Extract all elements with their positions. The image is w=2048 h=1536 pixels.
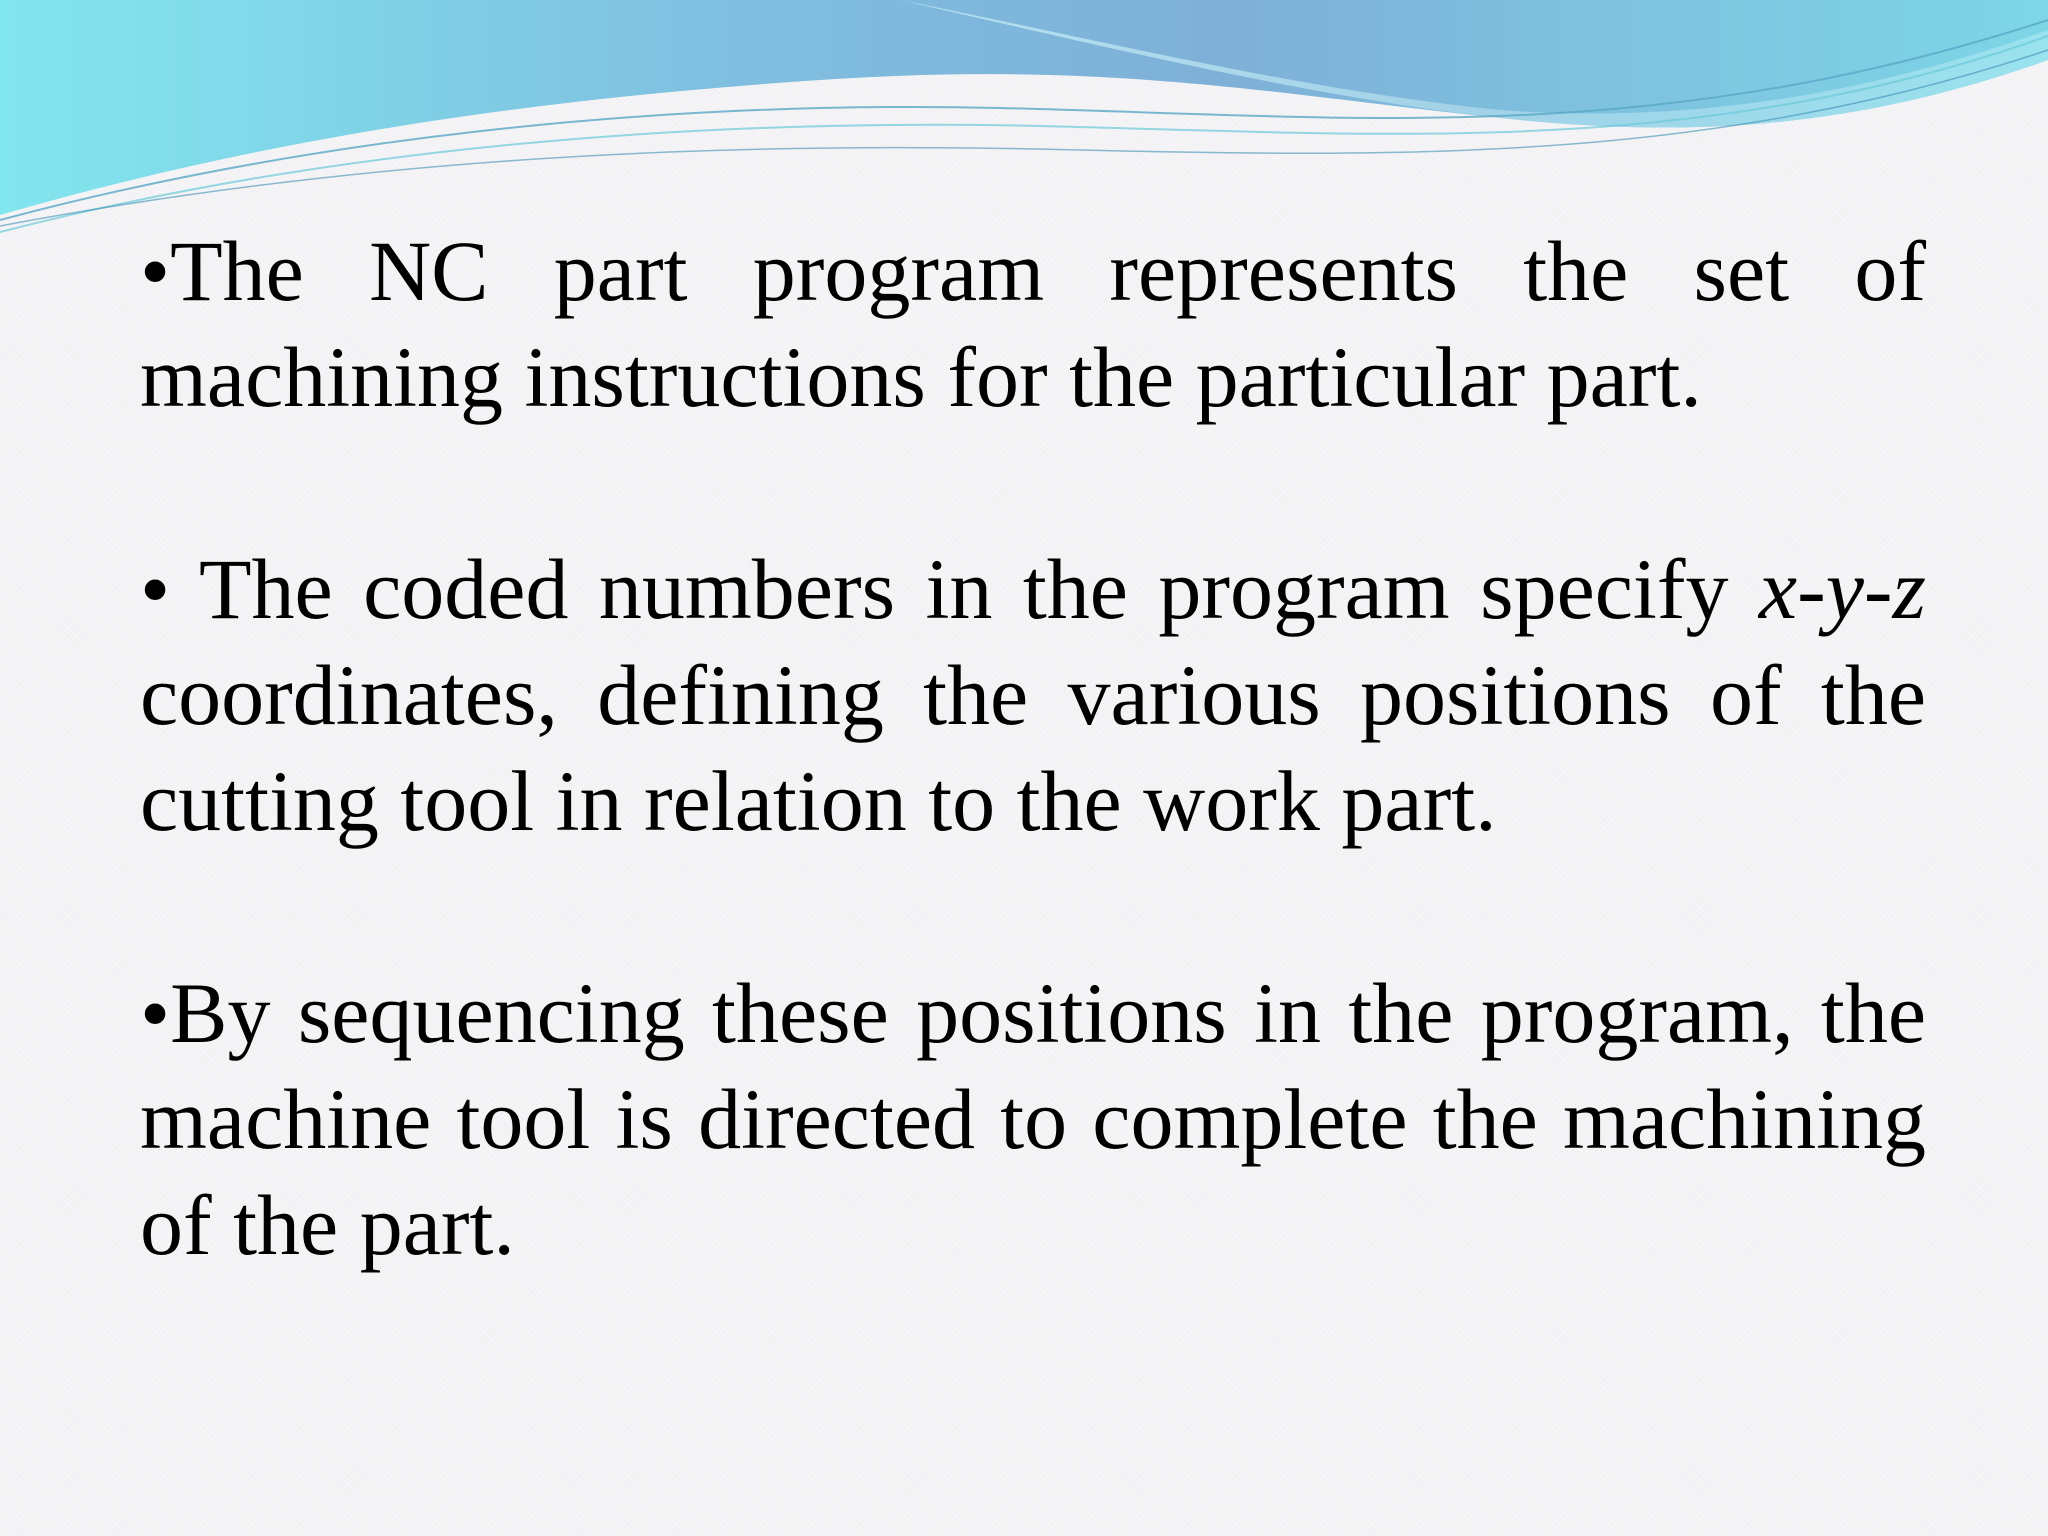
header-wave-decoration bbox=[0, 0, 2048, 240]
bullet-coded-numbers bbox=[140, 536, 1926, 854]
bullet-nc-part-program bbox=[140, 218, 1926, 430]
bullet-text-part: • The coded numbers in the program specify bbox=[140, 541, 1759, 637]
bullet-sequencing-positions bbox=[140, 960, 1926, 1278]
slide-body bbox=[140, 218, 1926, 1278]
coordinate-axes-term: x-y-z bbox=[1758, 541, 1926, 637]
bullet-text: •By sequencing these positions in the program, the machine tool is directed to complete the machining of the part. bbox=[140, 965, 1926, 1273]
bullet-text: •The NC part program represents the set of machining instructions for the particular part. bbox=[140, 223, 1926, 425]
bullet-text-part: coordinates, defining the various positions of the cutting tool in relation to the work part. bbox=[140, 647, 1926, 849]
